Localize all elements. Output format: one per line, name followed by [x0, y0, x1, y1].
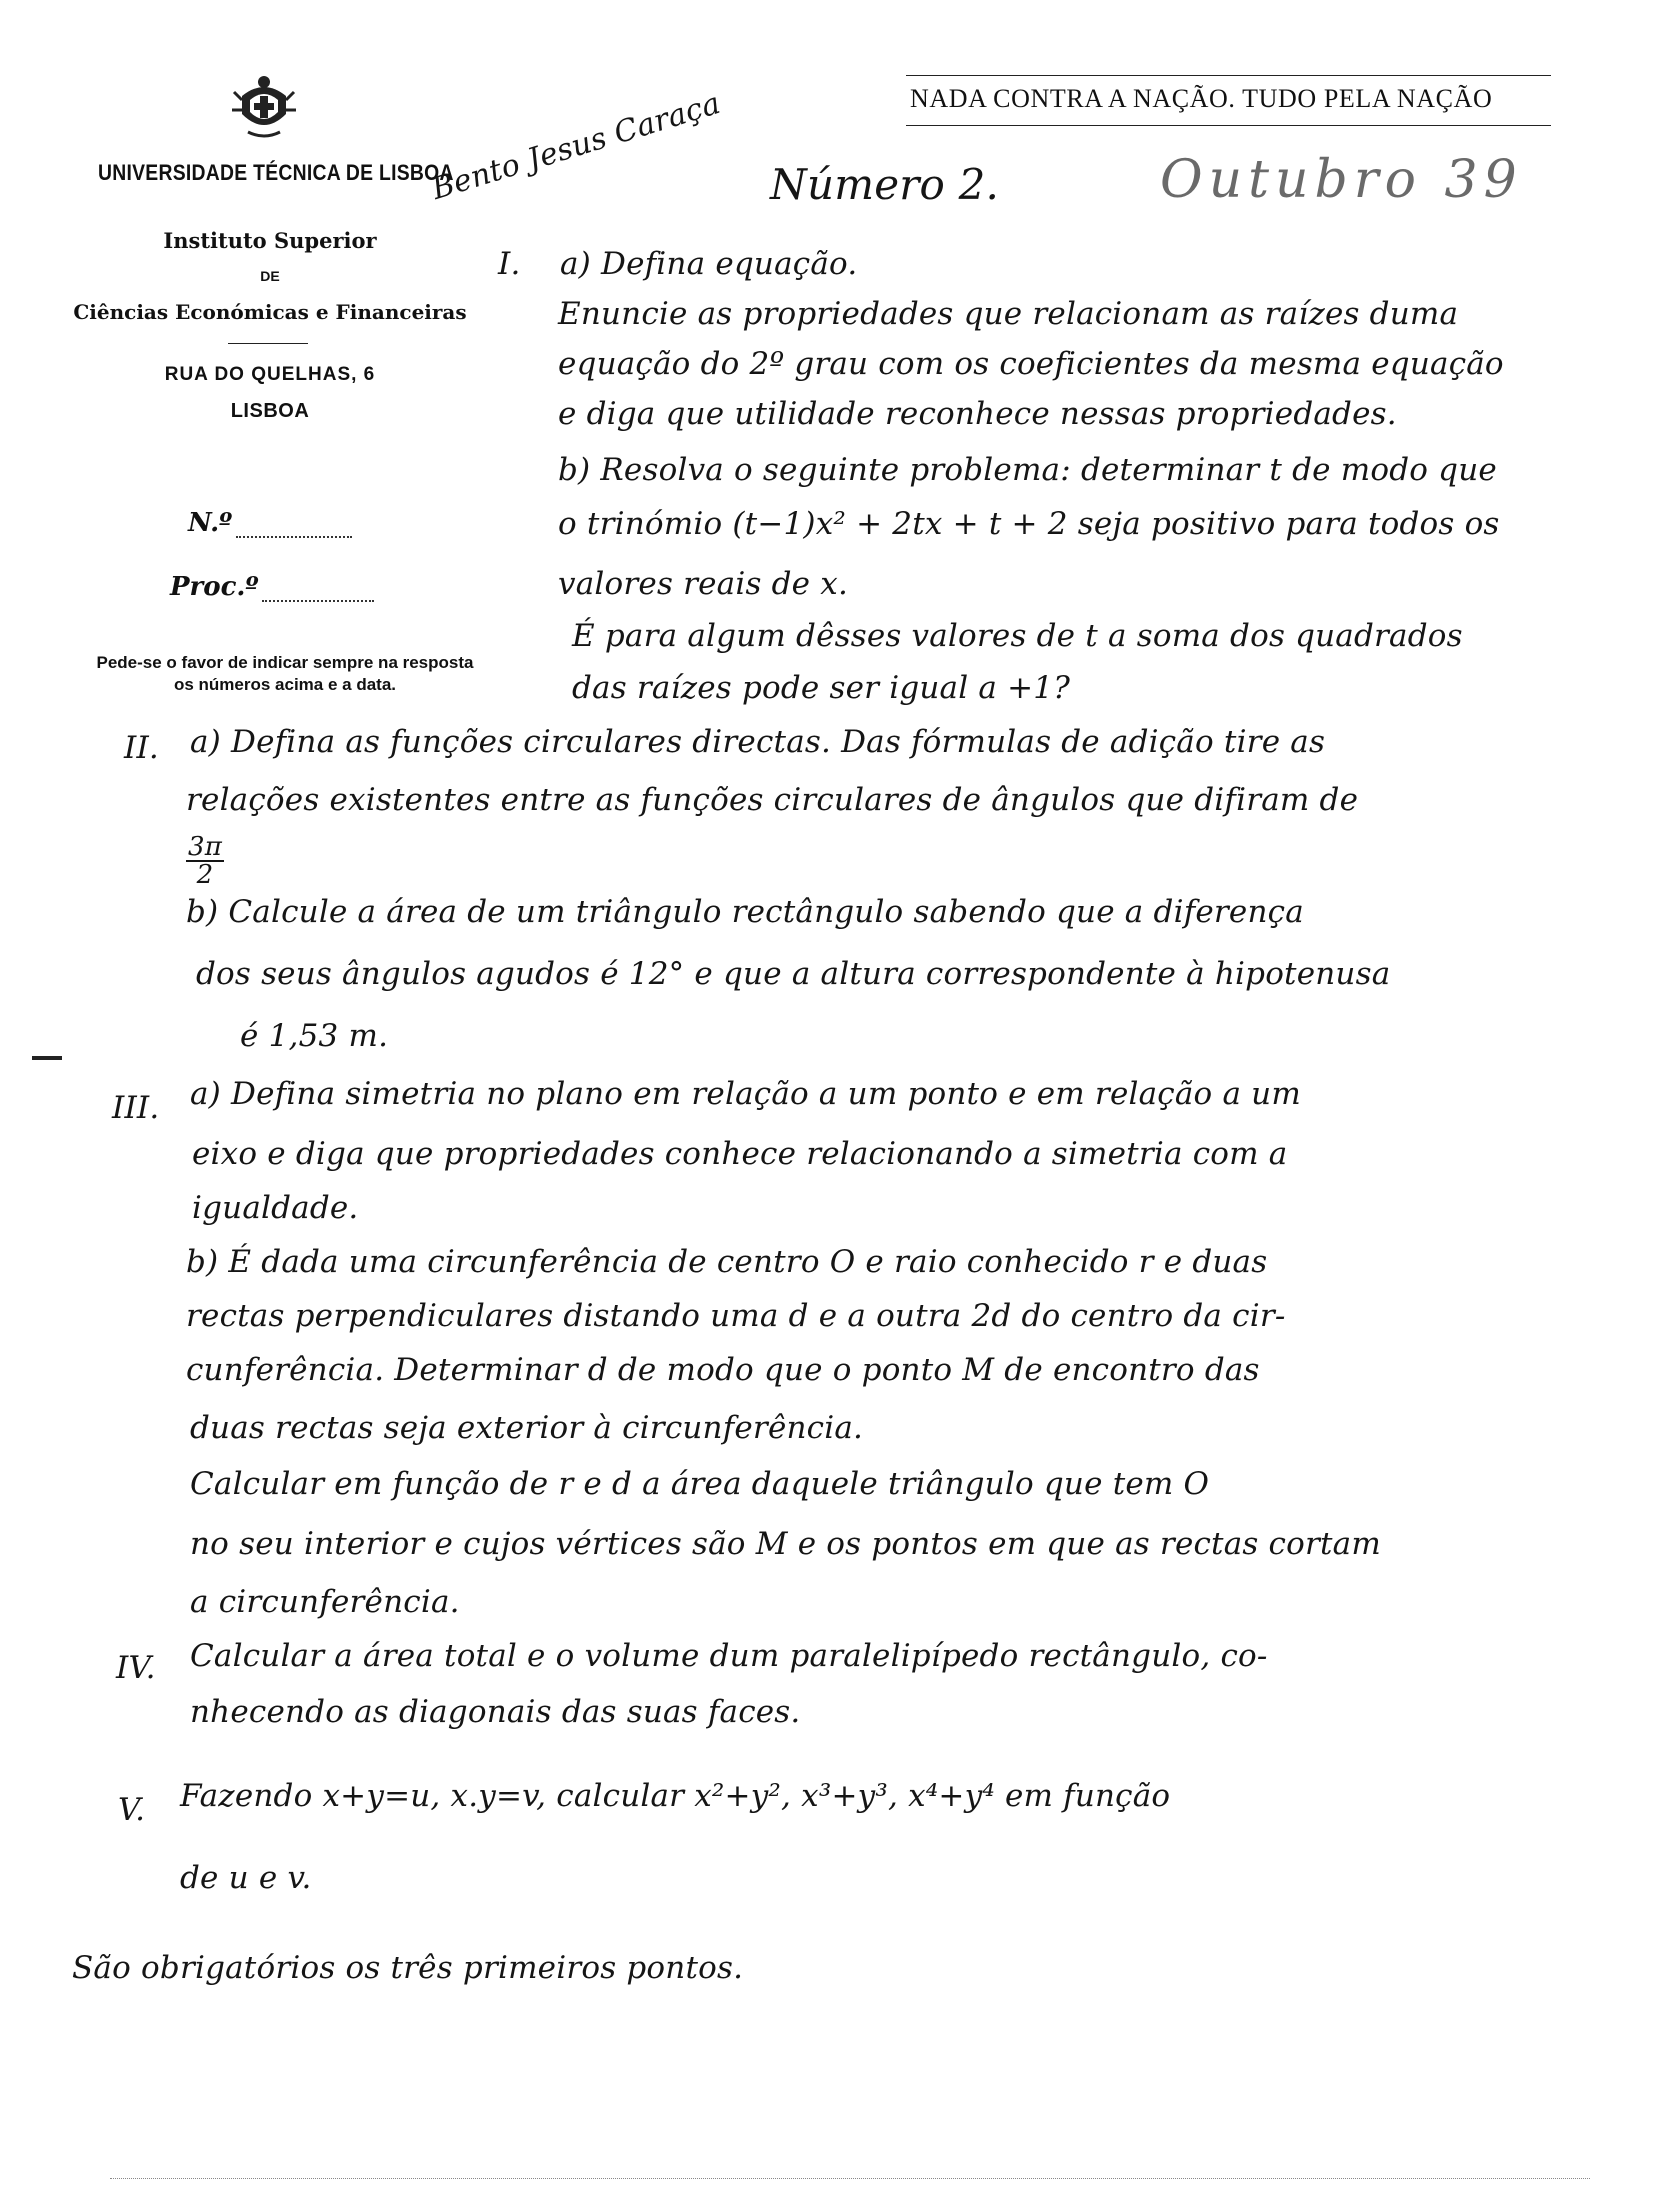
question-V-line: Fazendo x+y=u, x.y=v, calcular x²+y², x³+y³, x⁴+y⁴ em função: [180, 1778, 1171, 1814]
address-city: LISBOA: [230, 400, 310, 422]
question-IV-line: Calcular a área total e o volume dum paralelipípedo rectângulo, co-: [190, 1638, 1268, 1674]
institute-line-1: Instituto Superior: [163, 228, 377, 253]
question-label-V: V.: [118, 1792, 146, 1828]
question-III-line: a circunferência.: [190, 1584, 460, 1620]
exam-number: Número 2.: [770, 160, 1000, 209]
motto-rule-top: [906, 75, 1551, 76]
question-III-line: no seu interior e cujos vértices são M e os pontos em que as rectas cortam: [190, 1526, 1381, 1562]
handwritten-signature: Bento Jesus Caraça: [427, 85, 725, 207]
number-label: N.º: [188, 508, 233, 538]
motto: NADA CONTRA A NAÇÃO. TUDO PELA NAÇÃO: [910, 84, 1493, 113]
question-III-line: duas rectas seja exterior à circunferência.: [190, 1410, 864, 1446]
divider: [228, 343, 308, 344]
question-I-line: b) Resolva o seguinte problema: determinar t de modo que: [558, 452, 1497, 488]
scan-mark: [32, 1056, 62, 1060]
fraction-denominator: 2: [196, 860, 214, 890]
question-III-line: b) É dada uma circunferência de centro O e raio conhecido r e duas: [186, 1244, 1268, 1280]
question-II-fraction: [186, 834, 224, 888]
address-street: RUA DO QUELHAS, 6: [164, 364, 376, 385]
question-label-III: III.: [112, 1090, 160, 1126]
institute-line-2: Ciências Económicas e Financeiras: [73, 300, 467, 324]
fraction-numerator: 3π: [188, 832, 223, 862]
question-II-line: a) Defina as funções circulares directas. Das fórmulas de adição tire as: [190, 724, 1326, 760]
mandatory-note: São obrigatórios os três primeiros pontos.: [72, 1950, 744, 1986]
exam-date: Outubro 39: [1160, 150, 1523, 210]
proc-field: [262, 600, 374, 602]
question-V-line: de u e v.: [180, 1860, 312, 1896]
question-II-line: dos seus ângulos agudos é 12° e que a altura correspondente à hipotenusa: [196, 956, 1391, 992]
question-I-line: equação do 2º grau com os coeficientes da mesma equação: [558, 346, 1504, 382]
question-III-line: cunferência. Determinar d de modo que o ponto M de encontro das: [186, 1352, 1260, 1388]
question-I-line: o trinómio (t−1)x² + 2tx + t + 2 seja positivo para todos os: [558, 506, 1500, 542]
question-II-line: relações existentes entre as funções circulares de ângulos que difiram de: [186, 782, 1359, 818]
reference-note: Pede-se o favor de indicar sempre na resposta os números acima e a data.: [96, 653, 474, 694]
question-II-line: b) Calcule a área de um triângulo rectângulo sabendo que a diferença: [186, 894, 1304, 930]
university-name: UNIVERSIDADE TÉCNICA DE LISBOA: [98, 160, 454, 185]
question-IV-line: nhecendo as diagonais das suas faces.: [190, 1694, 801, 1730]
institute-de: DE: [260, 268, 280, 284]
question-label-I: I.: [498, 246, 521, 282]
question-I-line: É para algum dêsses valores de t a soma dos quadrados: [572, 618, 1463, 654]
question-I-line: Enuncie as propriedades que relacionam as raízes duma: [558, 296, 1459, 332]
motto-rule-bottom: [906, 125, 1551, 126]
question-III-line: a) Defina simetria no plano em relação a um ponto e em relação a um: [190, 1076, 1301, 1112]
question-III-line: igualdade.: [192, 1190, 359, 1226]
proc-label: Proc.º: [170, 572, 259, 602]
question-I-line: das raízes pode ser igual a +1?: [572, 670, 1071, 706]
question-label-II: II.: [124, 730, 159, 766]
question-III-line: rectas perpendiculares distando uma d e a outra 2d do centro da cir-: [186, 1298, 1286, 1334]
question-I-line: valores reais de x.: [558, 566, 849, 602]
question-label-IV: IV.: [116, 1650, 156, 1686]
question-II-line: é 1,53 m.: [240, 1018, 389, 1054]
question-III-line: Calcular em função de r e d a área daquele triângulo que tem O: [190, 1466, 1210, 1502]
number-field: [236, 536, 352, 538]
university-crest-logo: [228, 70, 300, 142]
question-I-line: e diga que utilidade reconhece nessas propriedades.: [558, 396, 1397, 432]
question-I-line: a) Defina equação.: [560, 246, 858, 282]
scan-edge: [110, 2178, 1590, 2179]
question-III-line: eixo e diga que propriedades conhece relacionando a simetria com a: [192, 1136, 1288, 1172]
